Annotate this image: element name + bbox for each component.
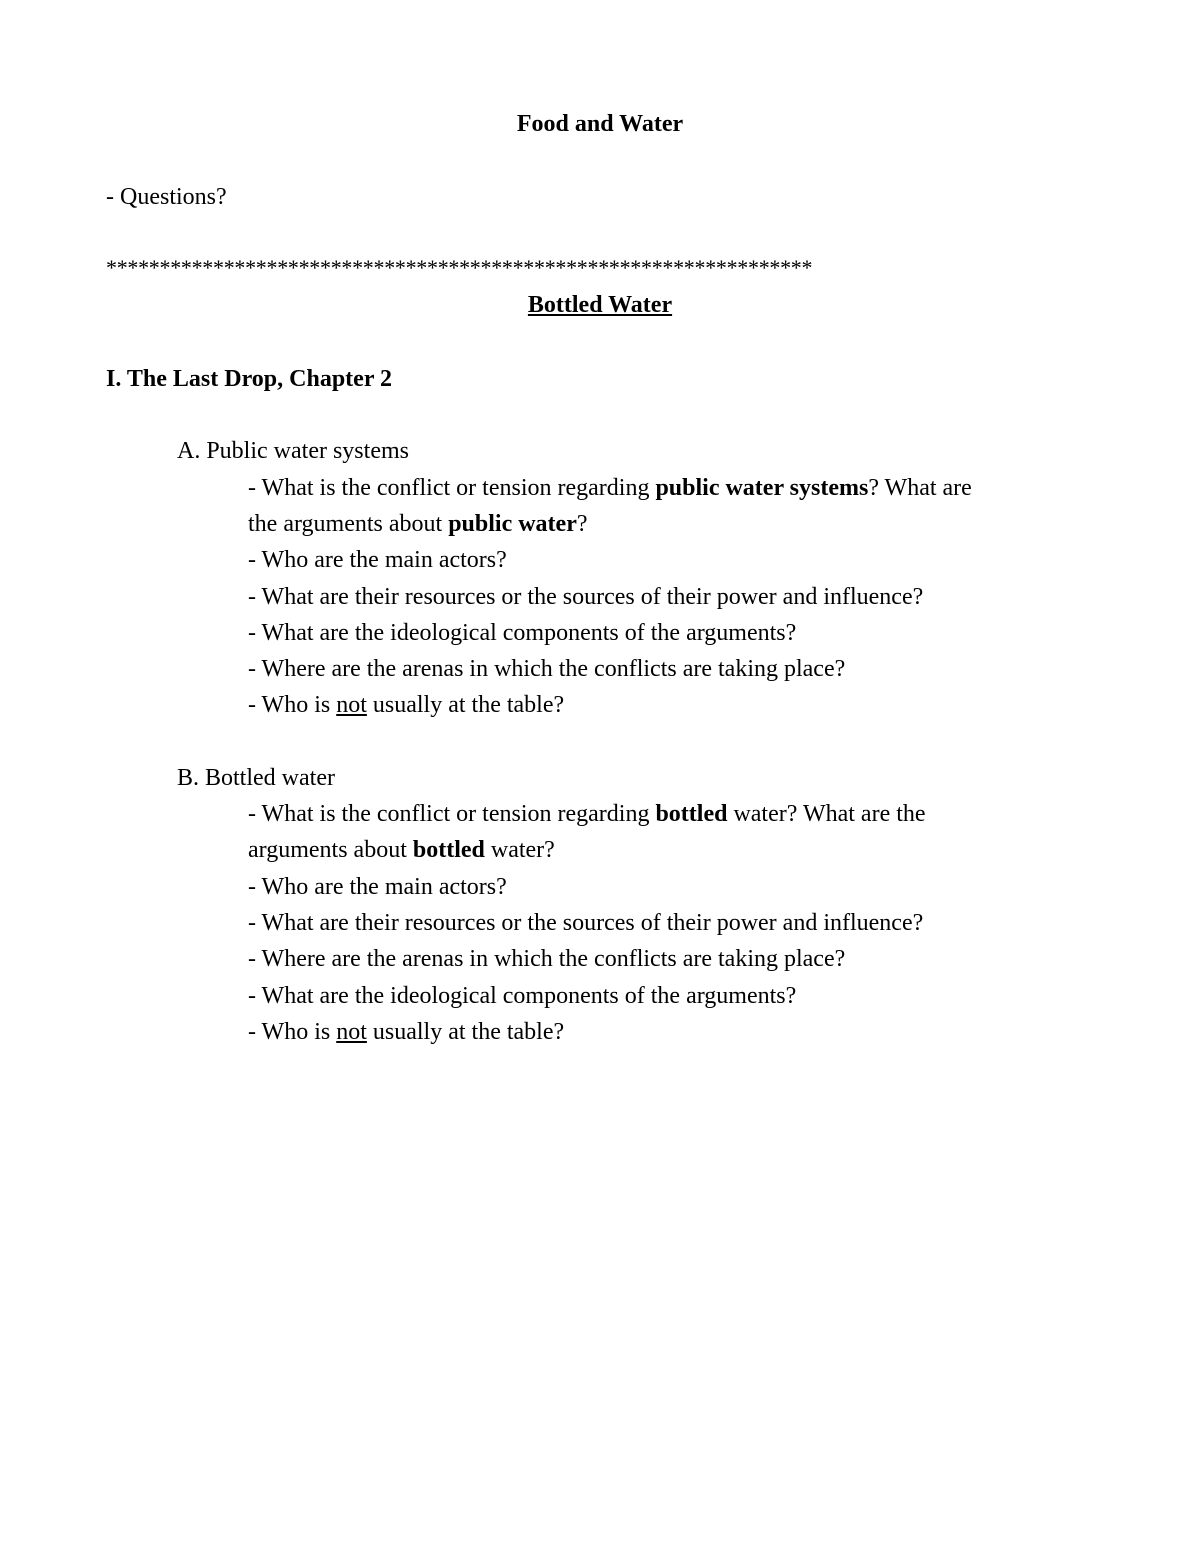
text-run: usually at the table? xyxy=(366,692,565,718)
part-a-question-3: - What are their resources or the sources of their power and influence? xyxy=(248,584,924,610)
document-title: Food and Water xyxy=(516,111,684,137)
text-run: the arguments about xyxy=(248,511,449,537)
bold-term: bottled xyxy=(655,801,728,827)
text-run: usually at the table? xyxy=(366,1019,565,1045)
part-a-question-5: - Where are the arenas in which the conflicts are taking place? xyxy=(248,656,846,682)
part-b-heading: B. Bottled water xyxy=(177,765,335,791)
underlined-word: not xyxy=(336,692,367,718)
section-heading: Bottled Water xyxy=(527,292,673,318)
part-b-question-2: - Who are the main actors? xyxy=(248,874,507,900)
text-run: - Who is xyxy=(248,1019,337,1045)
text-run: - What is the conflict or tension regarding xyxy=(248,475,656,501)
part-a-heading: A. Public water systems xyxy=(177,438,409,464)
part-b-question-6 xyxy=(248,1017,564,1047)
chapter-heading: I. The Last Drop, Chapter 2 xyxy=(106,366,393,392)
bold-term: public water systems xyxy=(655,475,869,501)
part-a-question-6 xyxy=(248,690,564,720)
text-run: arguments about xyxy=(248,837,413,863)
asterisk-divider: ****************************************************************** xyxy=(106,255,813,280)
text-run: ? What are xyxy=(868,475,972,501)
bold-term: bottled xyxy=(412,837,485,863)
part-a-question-4: - What are the ideological components of the arguments? xyxy=(248,620,797,646)
text-run: water? What are the xyxy=(727,801,926,827)
part-b-question-3: - What are their resources or the sources of their power and influence? xyxy=(248,910,924,936)
questions-line: - Questions? xyxy=(106,184,227,210)
text-run: - Who is xyxy=(248,692,337,718)
part-b-question-4: - Where are the arenas in which the conflicts are taking place? xyxy=(248,946,846,972)
text-run: water? xyxy=(484,837,555,863)
bold-term: public water xyxy=(448,511,577,537)
underlined-word: not xyxy=(336,1019,367,1045)
text-run: - What is the conflict or tension regarding xyxy=(248,801,656,827)
text-run: ? xyxy=(576,511,588,537)
part-b-question-1-line-1 xyxy=(248,799,926,829)
part-a-question-1-line-1 xyxy=(248,473,972,503)
part-a-question-2: - Who are the main actors? xyxy=(248,547,507,573)
part-a-question-1-line-2 xyxy=(248,509,588,539)
part-b-question-1-line-2 xyxy=(248,835,555,865)
part-b-question-5: - What are the ideological components of the arguments? xyxy=(248,983,797,1009)
